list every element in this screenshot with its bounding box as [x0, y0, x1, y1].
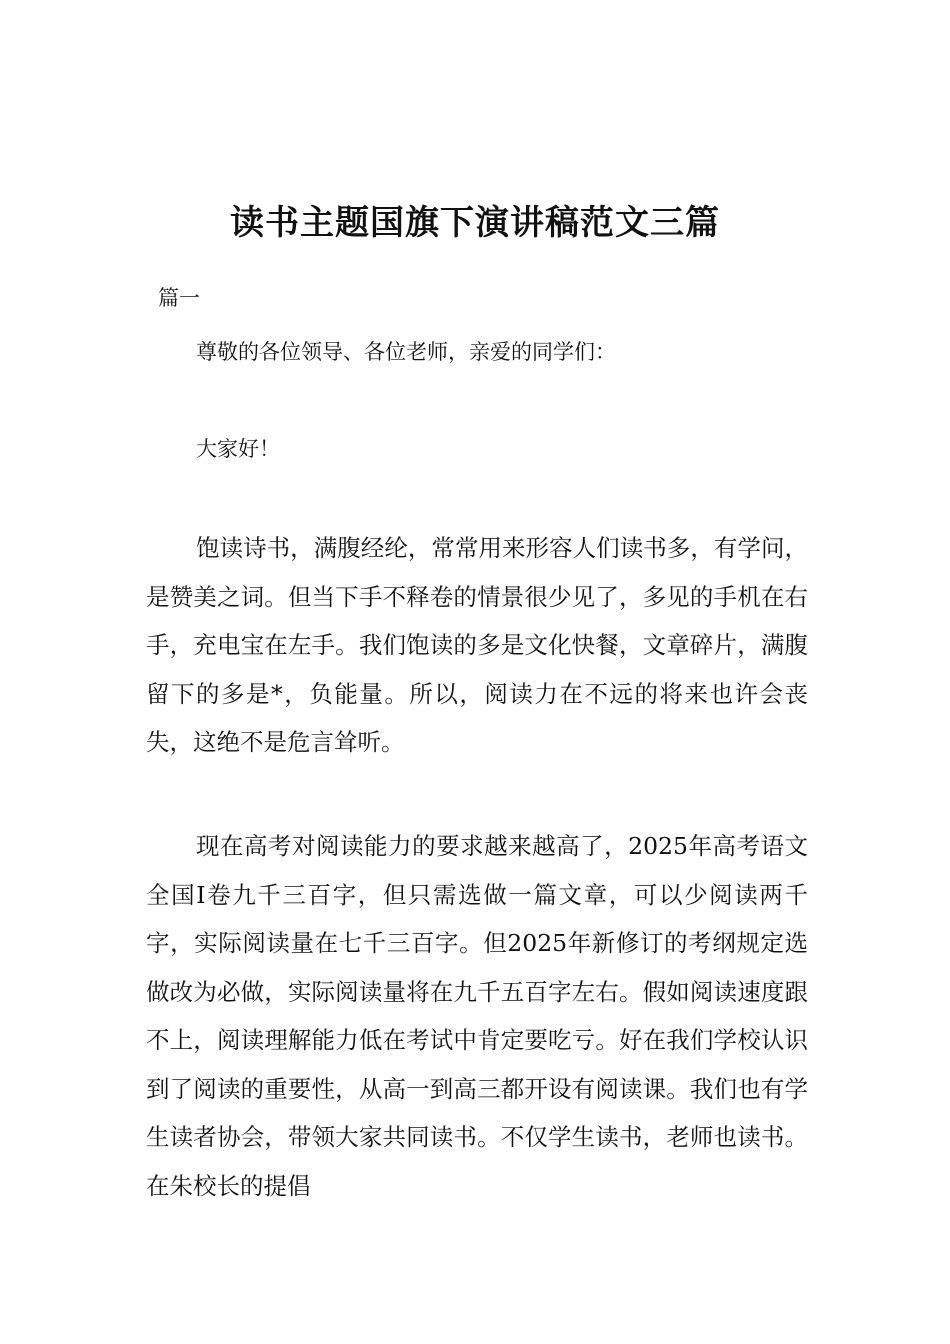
salutation-line: 尊敬的各位领导、各位老师，亲爱的同学们： [196, 340, 616, 364]
section-label: 篇一 [158, 286, 200, 310]
document-title: 读书主题国旗下演讲稿范文三篇 [230, 202, 720, 243]
greeting-line: 大家好！ [196, 437, 280, 461]
body-paragraph: 饱读诗书，满腹经纶，常常用来形容人们读书多，有学问，是赞美之词。但当下手不释卷的情景很少见了，多见的手机在右手，充电宝在左手。我们饱读的多是文化快餐，文章碎片，满腹留下的多是*，负能量。所以，阅读力在不远的将来也许会丧失，这绝不是危言耸听。 [146, 534, 808, 756]
body-paragraph: 现在高考对阅读能力的要求越来越高了，2025年高考语文全国Ⅰ卷九千三百字，但只需选做一篇文章，可以少阅读两千字，实际阅读量在七千三百字。但2025年新修订的考纲规定选做改为必做，实际阅读量将在九千五百字左右。假如阅读速度跟不上，阅读理解能力低在考试中肯定要吃亏。好在我们学校认识到了阅读的重要性，从高一到高三都开设有阅读课。我们也有学生读者协会，带领大家共同读书。不仅学生读书，老师也读书。在朱校长的提倡 [146, 832, 808, 1200]
